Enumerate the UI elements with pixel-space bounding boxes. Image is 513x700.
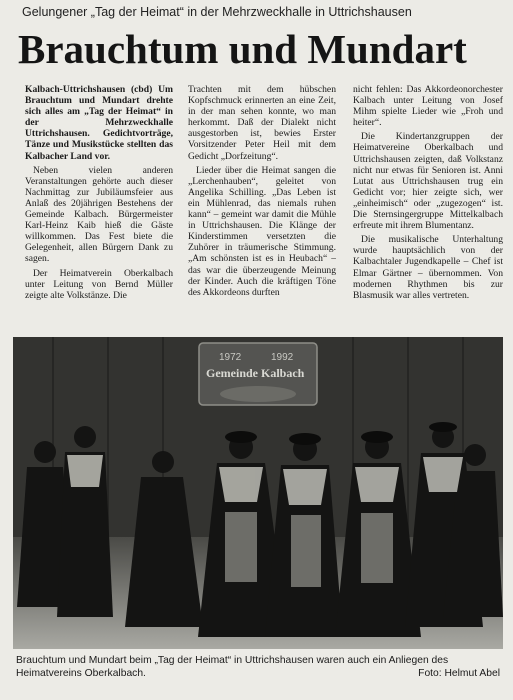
banner-year-right: 1992 xyxy=(271,352,294,363)
article-paragraph: Neben vielen anderen Veranstaltungen gehörte auch dieser Nachmittag zur Jubiläumsfeier aus Anlaß des 20jährigen Bestehens der Gemeinde Kalbach. Bürgermeister Karl-Heinz Kaib hieß die Gäste willkommen. Das Fest biete die Gelegenheit, allen Bürgern Dank zu sagen. xyxy=(25,164,173,265)
article-photo xyxy=(13,337,503,649)
folk-dancers-photo xyxy=(13,337,503,649)
photo-caption xyxy=(16,655,502,680)
article-paragraph: Trachten mit dem hübschen Kopfschmuck erinnerten an eine Zeit, in der man sehen konnte, wo man herkommt. Daß der Dialekt nicht ausgestorben ist, bewies Erster Vorsitzender Peter Heil mit dem Gedicht „Dorfzeitung“. xyxy=(188,84,336,162)
article-paragraph: Die Kindertanzgruppen der Heimatvereine Oberkalbach und Uttrichshausen zeigten, daß Volkstanz nicht nur etwas für Senioren ist. Anni Lutat aus Uttrichshausen trug ein Gedicht vor; hier zeigte sich, wer „einheimisch“ oder „zugezogen“ ist. Die Sternsingergruppe Mittelkalbach erfreute mit ihrem Blumentanz. xyxy=(353,131,503,232)
gemeinde-banner xyxy=(199,343,317,405)
banner-year-left: 1972 xyxy=(219,352,242,363)
banner-text: Gemeinde Kalbach xyxy=(206,366,305,380)
article-column-3 xyxy=(353,84,503,317)
article-paragraph: nicht fehlen: Das Akkordeonorchester Kalbach unter Leitung von Josef Mihm spielte Lieder wie „Froh und heiter“. xyxy=(353,84,503,129)
article-kicker: Gelungener „Tag der Heimat“ in der Mehrzweckhalle in Uttrichshausen xyxy=(22,5,412,19)
article-column-2 xyxy=(188,84,336,317)
article-headline: Brauchtum und Mundart xyxy=(18,26,467,72)
photo-credit: Foto: Helmut Abel xyxy=(418,667,500,679)
caption-text: Brauchtum und Mundart beim „Tag der Heimat“ in Uttrichshausen waren auch ein Anliegen des Heimatvereins Oberkalbach. xyxy=(16,655,449,679)
article-paragraph: Der Heimatverein Oberkalbach unter Leitung von Bernd Müller zeigte alte Volkstänze. Die xyxy=(25,267,173,301)
article-body xyxy=(25,84,503,317)
article-column-1 xyxy=(25,84,173,317)
article-paragraph: Die musikalische Unterhaltung wurde hauptsächlich von der Kalbachtaler Jugendkapelle – Chef ist Elmar Gärtner – übernommen. Von modernen Rhythmen bis zur Blasmusik war alles vertreten. xyxy=(353,234,503,301)
article-lead-paragraph: Kalbach-Uttrichshausen (cbd) Um Brauchtum und Mundart drehte sich alles am „Tag der Heimat“ in der Mehrzweckhalle Uttrichshausen. Gedichtvorträge, Tänze und Musikstücke stellten das Kalbacher Land vor. xyxy=(25,84,173,162)
article-paragraph: Lieder über die Heimat sangen die „Lerchenhauben“, geleitet von Angelika Schilling. „Das Leben ist ein Mühlenrad, das niemals ruhen kann“ – gemeint war damit die Mühle in Uttrichshausen. Die Klänge der Kinderstimmen versetzten die Zuhörer in träumerische Stimmung. „Am schönsten ist es in Heubach“ – das war die überzeugende Meinung der Kinder. Auch die kräftigen Töne des Akkordeons durften xyxy=(188,164,336,298)
